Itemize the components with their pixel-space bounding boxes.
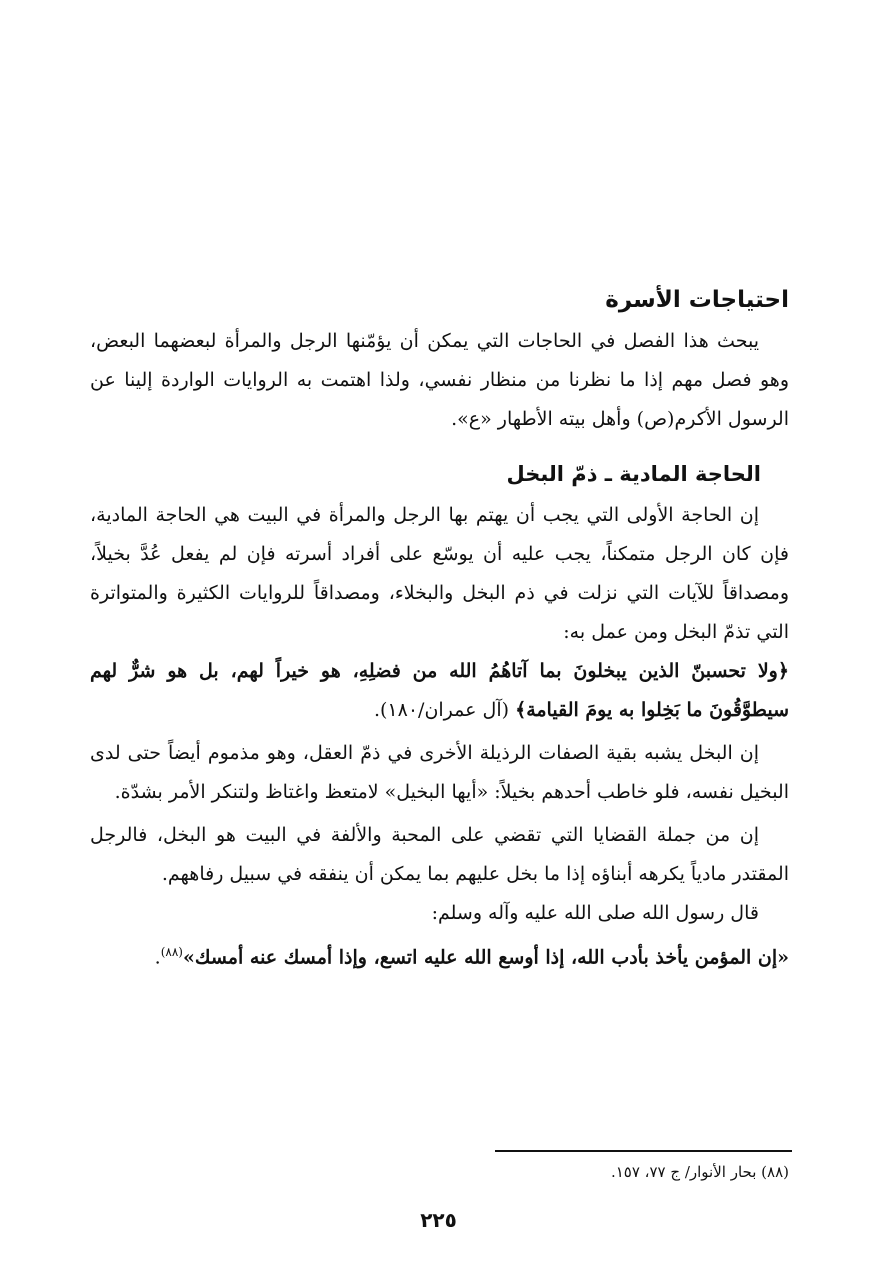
quran-verse-paragraph xyxy=(90,652,789,730)
body-block xyxy=(90,496,789,977)
footnote: (٨٨) بحار الأنوار/ ج ٧٧، ١٥٧. xyxy=(610,1163,789,1181)
intro-block xyxy=(90,322,789,439)
paragraph-3: إن من جملة القضايا التي تقضي على المحبة والألفة في البيت هو البخل، فالرجل المقتدر مادياً يكرهه أبناؤه إذا ما بخل عليهم بما يمكن أن ينفقه في سبيل رفاههم. xyxy=(90,824,789,885)
quran-verse: ﴿ولا تحسبنّ الذين يبخلونَ بما آتاهُمُ الله من فضلِهِ، هو خيراً لهم، بل هو شرٌّ لهم سيطوَّقُونَ ما بَخِلوا به يومَ القيامة﴾ xyxy=(90,660,789,721)
footnote-divider xyxy=(495,1150,792,1152)
section-heading-block xyxy=(90,282,789,318)
subsection-title: الحاجة المادية ـ ذمّ البخل xyxy=(506,462,761,486)
intro-paragraph: يبحث هذا الفصل في الحاجات التي يمكن أن يؤمّنها الرجل والمرأة لبعضهما البعض، وهو فصل مهم إذا ما نظرنا من منظار نفسي، ولذا اهتمت به الروايات الواردة إلينا عن الرسول الأكرم(ص) وأهل بيته الأطهار «ع». xyxy=(90,330,789,430)
section-title: احتياجات الأسرة xyxy=(605,287,789,313)
quran-reference: (آل عمران/١٨٠). xyxy=(373,699,516,721)
subsection-heading-block xyxy=(90,456,789,492)
hadith-end: . xyxy=(154,946,161,969)
paragraph-1: إن الحاجة الأولى التي يجب أن يهتم بها الرجل والمرأة في البيت هي الحاجة المادية، فإن كان الرجل متمكناً، يجب عليه أن يوسّع على أفراد أسرته فإن لم يفعل عُدَّ بخيلاً، ومصداقاً للآيات التي نزلت في ذم البخل والبخلاء، ومصداقاً للروايات الكثيرة والمتواترة التي تذمّ البخل ومن عمل به: xyxy=(90,504,789,643)
hadith-text: «إن المؤمن يأخذ بأدب الله، إذا أوسع الله عليه اتسع، وإذا أمسك عنه أمسك» xyxy=(182,946,789,969)
hadith-intro: قال رسول الله صلى الله عليه وآله وسلم: xyxy=(431,902,759,924)
paragraph-2: إن البخل يشبه بقية الصفات الرذيلة الأخرى في ذمّ العقل، وهو مذموم أيضاً حتى لدى البخيل نفسه، فلو خاطب أحدهم بخيلاً: «أيها البخيل» لامتعظ واغتاظ ولتنكر الأمر بشدّة. xyxy=(90,742,789,803)
hadith-paragraph xyxy=(90,933,789,977)
footnote-marker: (٨٨) xyxy=(160,945,183,959)
page-number: ٢٢٥ xyxy=(420,1208,457,1232)
